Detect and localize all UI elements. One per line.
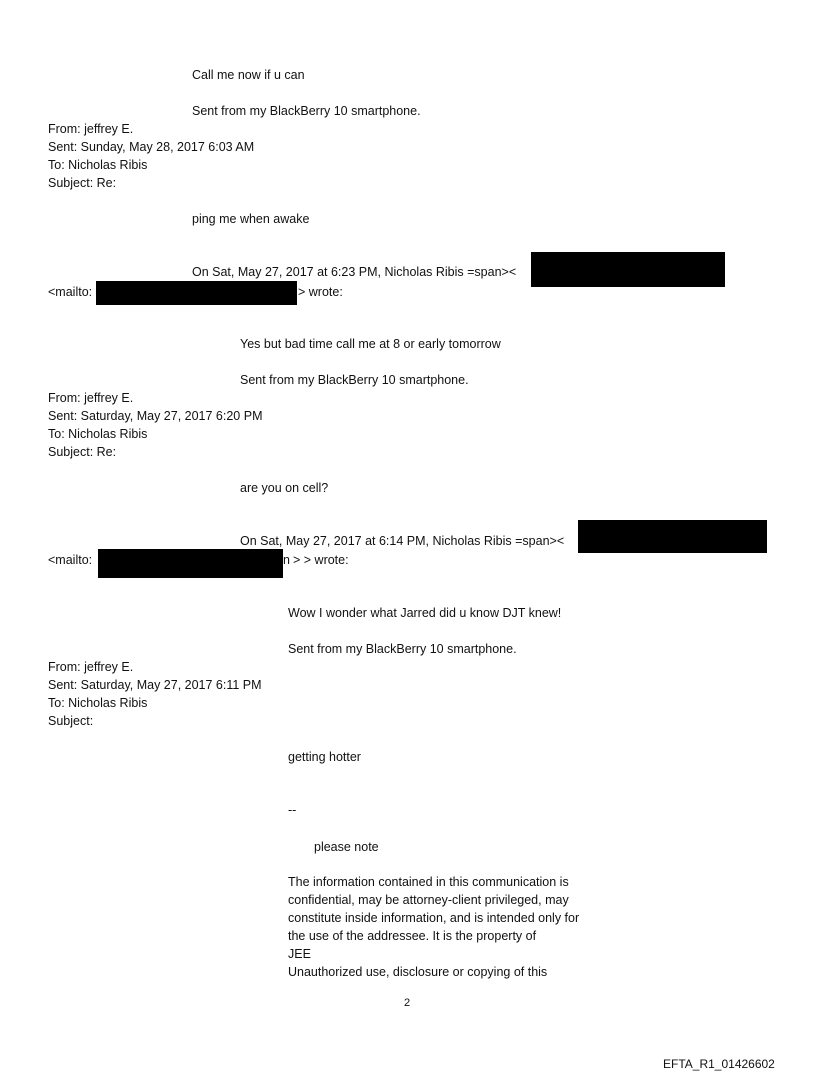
disclaimer-line: Unauthorized use, disclosure or copying of this — [288, 965, 548, 979]
header-subject: Subject: Re: — [48, 176, 117, 190]
document-id: EFTA_R1_01426602 — [663, 1057, 775, 1071]
quote-attribution: On Sat, May 27, 2017 at 6:14 PM, Nicholas Ribis =span>< — [240, 534, 565, 548]
header-to: To: Nicholas Ribis — [48, 696, 148, 710]
disclaimer-line: JEE — [288, 947, 311, 961]
signature-line: Sent from my BlackBerry 10 smartphone. — [288, 642, 517, 656]
header-to: To: Nicholas Ribis — [48, 427, 148, 441]
quote-attribution: On Sat, May 27, 2017 at 6:23 PM, Nicholas Ribis =span>< — [192, 265, 517, 279]
header-sent: Sent: Saturday, May 27, 2017 6:11 PM — [48, 678, 262, 692]
redaction-box — [98, 549, 283, 578]
mailto-fragment: n — [283, 553, 290, 567]
message-body: ping me when awake — [192, 212, 310, 226]
message-body: getting hotter — [288, 750, 361, 764]
redaction-box — [578, 520, 767, 553]
disclaimer-line: confidential, may be attorney-client privileged, may — [288, 893, 569, 907]
header-from: From: jeffrey E. — [48, 660, 134, 674]
page-number: 2 — [404, 997, 411, 1009]
header-subject: Subject: — [48, 714, 94, 728]
header-subject: Subject: Re: — [48, 445, 117, 459]
signature-separator: -- — [288, 803, 297, 817]
mailto-suffix: > wrote: — [298, 285, 343, 299]
disclaimer-line: The information contained in this communication is — [288, 875, 569, 889]
redaction-box — [531, 252, 725, 287]
header-to: To: Nicholas Ribis — [48, 158, 148, 172]
header-from: From: jeffrey E. — [48, 122, 134, 136]
please-note: please note — [314, 840, 379, 854]
disclaimer-line: the use of the addressee. It is the property of — [288, 929, 537, 943]
signature-line: Sent from my BlackBerry 10 smartphone. — [192, 104, 421, 118]
redaction-box — [96, 281, 297, 305]
disclaimer-line: constitute inside information, and is intended only for — [288, 911, 580, 925]
message-body: Yes but bad time call me at 8 or early tomorrow — [240, 337, 501, 351]
message-body: Wow I wonder what Jarred did u know DJT knew! — [288, 606, 562, 620]
signature-line: Sent from my BlackBerry 10 smartphone. — [240, 373, 469, 387]
header-sent: Sent: Saturday, May 27, 2017 6:20 PM — [48, 409, 263, 423]
message-body: Call me now if u can — [192, 68, 305, 82]
mailto-prefix: <mailto: — [48, 553, 93, 567]
mailto-suffix: > > wrote: — [293, 553, 349, 567]
mailto-prefix: <mailto: — [48, 285, 93, 299]
message-body: are you on cell? — [240, 481, 329, 495]
header-sent: Sent: Sunday, May 28, 2017 6:03 AM — [48, 140, 255, 154]
header-from: From: jeffrey E. — [48, 391, 134, 405]
